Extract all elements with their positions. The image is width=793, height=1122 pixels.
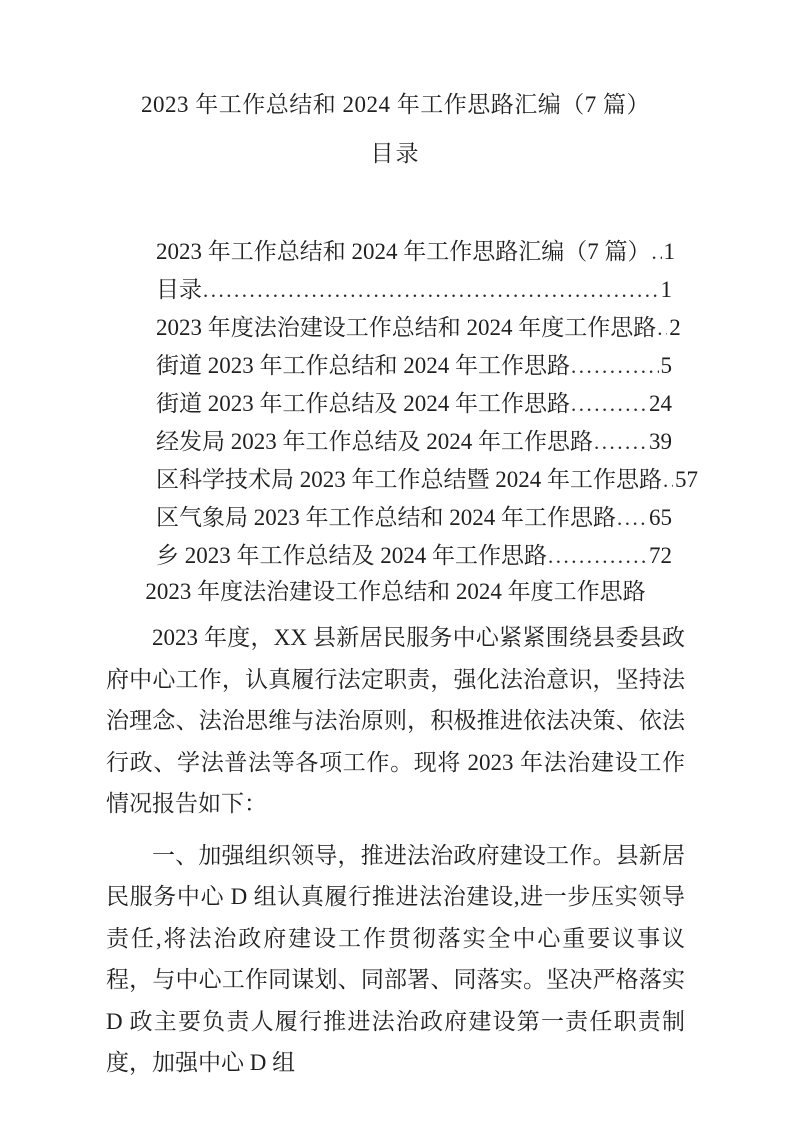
toc-entry-label: 区气象局 2023 年工作总结和 2024 年工作思路 [156, 505, 616, 530]
toc-entry[interactable] [156, 537, 672, 575]
toc-entry-label: 2023 年工作总结和 2024 年工作思路汇编（7 篇） [156, 239, 651, 264]
toc-entry-label: 目录 [156, 277, 202, 302]
toc-entry[interactable] [156, 347, 672, 385]
page-content [106, 0, 698, 1084]
toc-entry-label: 2023 年度法治建设工作总结和 2024 年度工作思路 [156, 315, 657, 340]
toc-entry-label: 街道 2023 年工作总结和 2024 年工作思路 [156, 353, 570, 378]
toc-entry[interactable] [156, 271, 672, 309]
toc-dot-leader [548, 537, 647, 575]
table-of-contents [106, 233, 698, 575]
toc-dot-leader [652, 233, 662, 271]
toc-entry-label: 乡 2023 年工作总结及 2024 年工作思路 [156, 543, 547, 568]
toc-entry-label: 街道 2023 年工作总结及 2024 年工作思路 [156, 391, 570, 416]
toc-dot-leader [571, 385, 647, 423]
article-paragraph: 一、加强组织领导，推进法治政府建设工作。县新居民服务中心 D 组认真履行推进法治建设,进一步压实领导责任,将法治政府建设工作贯彻落实全中心重要议事议程，与中心工作同谋划、同部署、同落实。坚决严格落实 D 政主要负责人履行推进法治政府建设第一责任职责制度，加强中心 D 组 [106, 842, 685, 1075]
toc-page-number: 1 [663, 239, 675, 264]
toc-page-number: 2 [669, 315, 681, 340]
toc-dot-leader [571, 347, 659, 385]
toc-entry[interactable] [156, 423, 672, 461]
toc-dot-leader [203, 271, 659, 309]
toc-heading: 目录 [370, 141, 421, 166]
toc-entry[interactable] [156, 309, 681, 347]
toc-page-number: 1 [660, 277, 672, 302]
toc-entry[interactable] [156, 499, 672, 537]
article-paragraph: 2023 年度，XX 县新居民服务中心紧紧围绕县委县政府中心工作，认真履行法定职责，强化法治意识，坚持法治理念、法治思维与法治原则，积极推进依法决策、依法行政、学法普法等各项工作。现将 2023 年法治建设工作情况报告如下： [106, 625, 685, 816]
toc-page-number: 24 [649, 391, 672, 416]
toc-entry-label: 经发局 2023 年工作总结及 2024 年工作思路 [156, 429, 593, 454]
toc-dot-leader [617, 499, 647, 537]
toc-entry[interactable] [156, 385, 672, 423]
toc-entry[interactable] [156, 461, 698, 499]
document-title: 2023 年工作总结和 2024 年工作思路汇编（7 篇） [141, 92, 650, 117]
toc-dot-leader [663, 461, 673, 499]
toc-dot-leader [657, 309, 667, 347]
toc-page-number: 5 [660, 353, 672, 378]
toc-dot-leader [594, 423, 647, 461]
toc-page-number: 39 [649, 429, 672, 454]
toc-page-number: 65 [649, 505, 672, 530]
toc-page-number: 72 [649, 543, 672, 568]
toc-entry[interactable] [156, 233, 675, 271]
toc-page-number: 57 [675, 467, 698, 492]
article-heading: 2023 年度法治建设工作总结和 2024 年度工作思路 [145, 579, 646, 604]
toc-entry-label: 区科学技术局 2023 年工作总结暨 2024 年工作思路 [156, 467, 662, 492]
